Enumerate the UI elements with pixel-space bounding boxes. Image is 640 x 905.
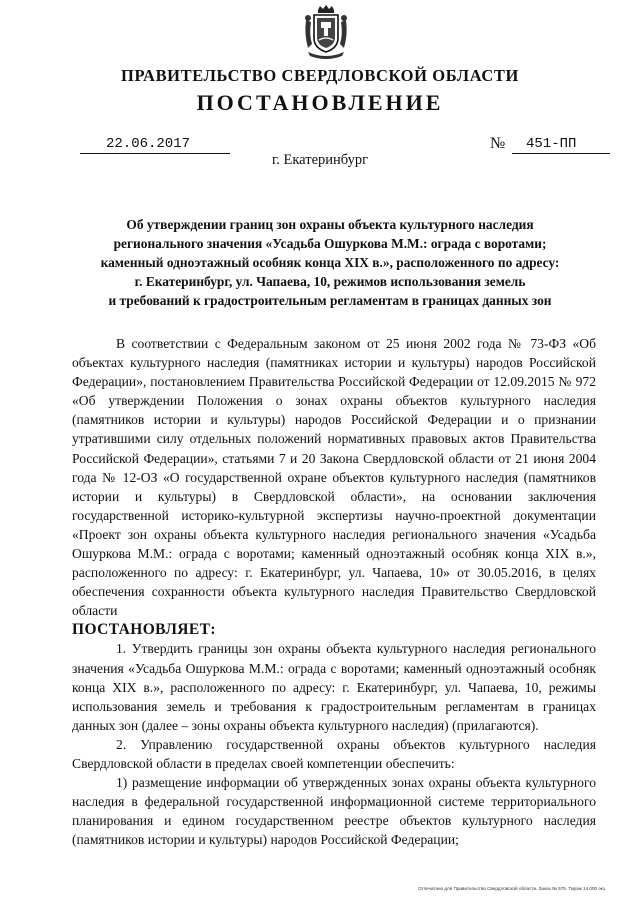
item-2-paragraph: 2. Управлению государственной охраны объектов культурного наследия Свердловской области в пределах своей компетенции обеспечить: (72, 736, 596, 771)
item-2-1-paragraph: 1) размещение информации об утвержденных зонах охраны объекта культурного наследия в федеральной государственной информационной системе территориального планирования и едином государственном реестре объектов культурного наследия (памятников истории и культуры) народов Российской Федерации; (72, 775, 596, 848)
title-line: Об утверждении границ зон охраны объекта культурного наследия (126, 217, 534, 232)
number-label: № (490, 135, 506, 152)
city-name: г. Екатеринбург (271, 152, 369, 168)
print-note: Отпечатано для Правительства Свердловской области. Заказ № 575. Тираж 14 000 экз. (418, 886, 607, 891)
title-line: каменный одноэтажный особняк конца XIX в.», расположенного по адресу: (100, 255, 560, 270)
document-title (66, 215, 594, 310)
document-date: 22.06.2017 (80, 136, 230, 154)
document-number: 451-ПП (512, 136, 610, 154)
decree-word: ПОСТАНОВЛЯЕТ: (72, 621, 216, 639)
item-1-paragraph: 1. Утвердить границы зон охраны объекта культурного наследия регионального значения «Усадьба Ошуркова М.М.: ограда с воротами; каменный одноэтажный особняк конца XIX в.», расположенного по адресу: г. Екатеринбург, ул. Чапаева, 10, режимы использования земель и требования к градостроительным регламентам в границах данных зон (далее – зоны охраны объекта культурного наследия) (прилагаются). (72, 641, 596, 733)
title-line: регионального значения «Усадьба Ошуркова М.М.: ограда с воротами; (113, 236, 547, 251)
title-line: г. Екатеринбург, ул. Чапаева, 10, режимов использования земель (134, 274, 526, 289)
organization-name: ПРАВИТЕЛЬСТВО СВЕРДЛОВСКОЙ ОБЛАСТИ (121, 66, 519, 85)
preamble-paragraph: В соответствии с Федеральным законом от 25 июня 2002 года № 73-ФЗ «Об объектах культурного наследия (памятниках истории и культуры) народов Российской Федерации», постановлением Правительства Российской Федерации от 12.09.2015 № 972 «Об утверждении Положения о зонах охраны объектов культурного наследия (памятников истории и культуры) народов Российской Федерации и о признании утратившими силу отдельных положений нормативных правовых актов Правительства Российской Федерации», статьями 7 и 20 Закона Свердловской области от 21 июня 2004 года № 12-ОЗ «О государственной охране объектов культурного наследия (памятников истории и культуры) в Свердловской области», на основании заключения государственной историко-культурной экспертизы научно-проектной документации «Проект зон охраны объекта культурного наследия регионального значения «Усадьба Ошуркова М.М.: ограда с воротами; каменный одноэтажный особняк конца XIX в.», расположенного по адресу: г. Екатеринбург, ул. Чапаева, 10» от 30.05.2016, в целях обеспечения сохранности объекта культурного наследия Правительство Свердловской области (72, 336, 596, 619)
coat-of-arms-emblem (302, 4, 350, 62)
document-body (72, 334, 596, 849)
document-type-heading: ПОСТАНОВЛЕНИЕ (196, 90, 444, 115)
title-line: и требований к градостроительным регламентам в границах данных зон (108, 293, 552, 308)
